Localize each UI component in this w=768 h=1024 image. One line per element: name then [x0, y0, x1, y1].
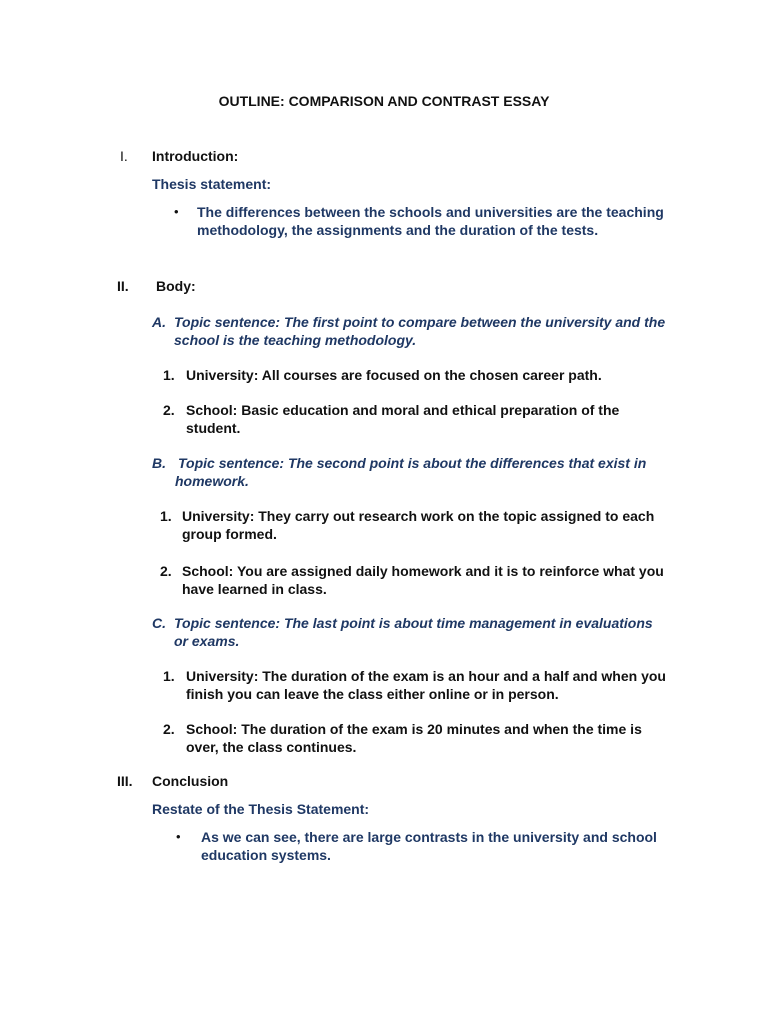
- item-b2-number: 2.: [160, 563, 172, 579]
- item-c1-line-2: finish you can leave the class either online or in person.: [186, 686, 559, 702]
- item-a2-number: 2.: [163, 402, 175, 418]
- item-a1-line-1: University: All courses are focused on the chosen career path.: [186, 367, 602, 383]
- conclusion-line-1: As we can see, there are large contrasts in the university and school: [201, 829, 657, 845]
- restate-label: Restate of the Thesis Statement:: [152, 801, 370, 817]
- document-title: OUTLINE: COMPARISON AND CONTRAST ESSAY: [218, 93, 550, 109]
- item-c2-line-1: School: The duration of the exam is 20 minutes and when the time is: [186, 721, 642, 737]
- body-heading: Body:: [156, 278, 196, 294]
- item-c1-line-1: University: The duration of the exam is an hour and a half and when you: [186, 668, 666, 684]
- section-numeral-iii: III.: [117, 773, 133, 789]
- section-numeral-i: I.: [120, 148, 128, 164]
- thesis-line-2: methodology, the assignments and the duration of the tests.: [197, 222, 599, 238]
- topic-letter-b: B.: [152, 455, 166, 471]
- section-numeral-ii: II.: [117, 278, 129, 294]
- topic-letter-c: C.: [152, 615, 166, 631]
- thesis-line-1: The differences between the schools and universities are the teaching: [197, 204, 664, 220]
- topic-letter-a: A.: [152, 314, 166, 330]
- thesis-statement-label: Thesis statement:: [152, 176, 272, 192]
- topic-c-line-2: or exams.: [174, 633, 240, 649]
- item-a1-number: 1.: [163, 367, 175, 383]
- item-b1-line-2: group formed.: [182, 526, 277, 542]
- item-c1-number: 1.: [163, 668, 175, 684]
- topic-b-line-1: Topic sentence: The second point is about the differences that exist in: [178, 455, 647, 471]
- topic-c-line-1: Topic sentence: The last point is about time management in evaluations: [174, 615, 653, 631]
- bullet-icon: •: [174, 204, 179, 219]
- topic-a-line-2: school is the teaching methodology.: [174, 332, 417, 348]
- conclusion-heading: Conclusion: [152, 773, 229, 789]
- introduction-heading: Introduction:: [152, 148, 239, 164]
- item-a2-line-2: student.: [186, 420, 241, 436]
- item-c2-number: 2.: [163, 721, 175, 737]
- item-b2-line-1: School: You are assigned daily homework and it is to reinforce what you: [182, 563, 664, 579]
- item-b2-line-2: have learned in class.: [182, 581, 327, 597]
- item-a2-line-1: School: Basic education and moral and ethical preparation of the: [186, 402, 620, 418]
- item-b1-line-1: University: They carry out research work on the topic assigned to each: [182, 508, 655, 524]
- topic-a-line-1: Topic sentence: The first point to compare between the university and the: [174, 314, 666, 330]
- topic-b-line-2: homework.: [175, 473, 249, 489]
- item-b1-number: 1.: [160, 508, 172, 524]
- bullet-icon: •: [176, 829, 181, 844]
- conclusion-line-2: education systems.: [201, 847, 331, 863]
- item-c2-line-2: over, the class continues.: [186, 739, 357, 755]
